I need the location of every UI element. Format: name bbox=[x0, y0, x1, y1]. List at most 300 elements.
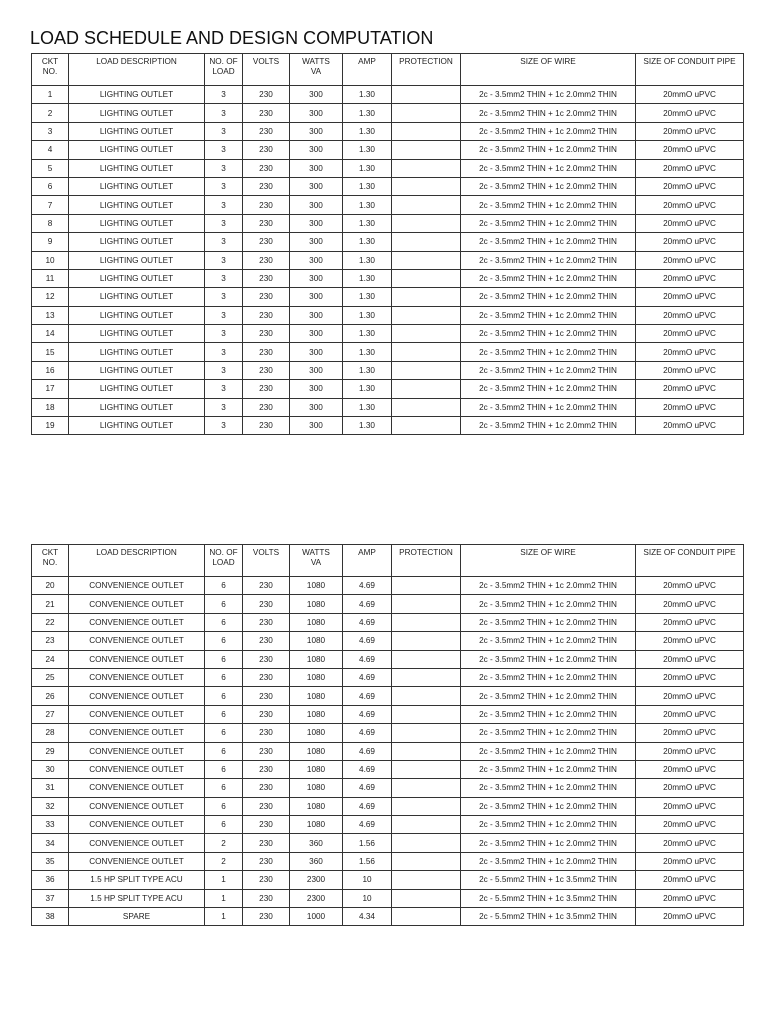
cell-load-description: LIGHTING OUTLET bbox=[69, 122, 205, 140]
cell-no-of-load: 6 bbox=[205, 797, 243, 815]
cell-no-of-load: 3 bbox=[205, 306, 243, 324]
cell-volts: 230 bbox=[243, 104, 290, 122]
cell-size-of-conduit: 20mmO uPVC bbox=[636, 159, 744, 177]
table-row bbox=[32, 613, 744, 631]
header-ckt-no: CKT NO. bbox=[32, 54, 69, 86]
cell-size-of-conduit: 20mmO uPVC bbox=[636, 871, 744, 889]
cell-size-of-wire: 2c - 3.5mm2 THIN + 1c 2.0mm2 THIN bbox=[461, 613, 636, 631]
header-no-of-load: NO. OF LOAD bbox=[205, 545, 243, 577]
cell-no-of-load: 3 bbox=[205, 325, 243, 343]
cell-no-of-load: 6 bbox=[205, 705, 243, 723]
cell-load-description: LIGHTING OUTLET bbox=[69, 343, 205, 361]
cell-size-of-wire: 2c - 3.5mm2 THIN + 1c 2.0mm2 THIN bbox=[461, 852, 636, 870]
table-row bbox=[32, 724, 744, 742]
cell-volts: 230 bbox=[243, 595, 290, 613]
table-row bbox=[32, 325, 744, 343]
cell-watts-va: 1080 bbox=[290, 760, 343, 778]
cell-ckt-no: 21 bbox=[32, 595, 69, 613]
table-row bbox=[32, 306, 744, 324]
cell-amp: 4.69 bbox=[343, 724, 392, 742]
table-row bbox=[32, 361, 744, 379]
cell-volts: 230 bbox=[243, 613, 290, 631]
table-header-row bbox=[32, 54, 744, 86]
cell-protection bbox=[392, 86, 461, 104]
cell-watts-va: 300 bbox=[290, 104, 343, 122]
cell-no-of-load: 3 bbox=[205, 104, 243, 122]
cell-protection bbox=[392, 724, 461, 742]
cell-ckt-no: 36 bbox=[32, 871, 69, 889]
cell-no-of-load: 2 bbox=[205, 852, 243, 870]
cell-amp: 10 bbox=[343, 871, 392, 889]
header-size-of-conduit: SIZE OF CONDUIT PIPE bbox=[636, 545, 744, 577]
cell-no-of-load: 6 bbox=[205, 613, 243, 631]
cell-size-of-conduit: 20mmO uPVC bbox=[636, 889, 744, 907]
table-row bbox=[32, 233, 744, 251]
cell-load-description: CONVENIENCE OUTLET bbox=[69, 613, 205, 631]
cell-no-of-load: 6 bbox=[205, 577, 243, 595]
cell-volts: 230 bbox=[243, 122, 290, 140]
cell-load-description: LIGHTING OUTLET bbox=[69, 196, 205, 214]
cell-amp: 4.69 bbox=[343, 705, 392, 723]
cell-protection bbox=[392, 797, 461, 815]
cell-protection bbox=[392, 852, 461, 870]
cell-amp: 1.30 bbox=[343, 159, 392, 177]
cell-amp: 1.30 bbox=[343, 380, 392, 398]
cell-watts-va: 300 bbox=[290, 159, 343, 177]
cell-volts: 230 bbox=[243, 196, 290, 214]
cell-size-of-conduit: 20mmO uPVC bbox=[636, 908, 744, 926]
cell-no-of-load: 1 bbox=[205, 908, 243, 926]
cell-ckt-no: 34 bbox=[32, 834, 69, 852]
cell-amp: 1.30 bbox=[343, 141, 392, 159]
cell-watts-va: 1080 bbox=[290, 705, 343, 723]
cell-load-description: 1.5 HP SPLIT TYPE ACU bbox=[69, 889, 205, 907]
cell-protection bbox=[392, 417, 461, 435]
cell-amp: 4.69 bbox=[343, 779, 392, 797]
cell-load-description: LIGHTING OUTLET bbox=[69, 141, 205, 159]
table-row bbox=[32, 760, 744, 778]
cell-size-of-wire: 2c - 3.5mm2 THIN + 1c 2.0mm2 THIN bbox=[461, 595, 636, 613]
cell-volts: 230 bbox=[243, 269, 290, 287]
cell-protection bbox=[392, 595, 461, 613]
cell-watts-va: 2300 bbox=[290, 889, 343, 907]
cell-size-of-wire: 2c - 3.5mm2 THIN + 1c 2.0mm2 THIN bbox=[461, 417, 636, 435]
header-size-of-wire: SIZE OF WIRE bbox=[461, 545, 636, 577]
cell-size-of-conduit: 20mmO uPVC bbox=[636, 577, 744, 595]
cell-protection bbox=[392, 233, 461, 251]
cell-protection bbox=[392, 214, 461, 232]
cell-size-of-wire: 2c - 3.5mm2 THIN + 1c 2.0mm2 THIN bbox=[461, 650, 636, 668]
cell-protection bbox=[392, 779, 461, 797]
cell-watts-va: 300 bbox=[290, 306, 343, 324]
cell-amp: 1.30 bbox=[343, 398, 392, 416]
cell-watts-va: 300 bbox=[290, 325, 343, 343]
cell-watts-va: 300 bbox=[290, 398, 343, 416]
cell-size-of-conduit: 20mmO uPVC bbox=[636, 760, 744, 778]
cell-no-of-load: 6 bbox=[205, 779, 243, 797]
cell-amp: 1.30 bbox=[343, 306, 392, 324]
cell-amp: 1.30 bbox=[343, 214, 392, 232]
cell-volts: 230 bbox=[243, 908, 290, 926]
table-row bbox=[32, 834, 744, 852]
cell-load-description: LIGHTING OUTLET bbox=[69, 380, 205, 398]
cell-size-of-wire: 2c - 3.5mm2 THIN + 1c 2.0mm2 THIN bbox=[461, 288, 636, 306]
cell-ckt-no: 35 bbox=[32, 852, 69, 870]
cell-amp: 1.30 bbox=[343, 343, 392, 361]
header-size-of-conduit: SIZE OF CONDUIT PIPE bbox=[636, 54, 744, 86]
cell-no-of-load: 3 bbox=[205, 361, 243, 379]
cell-size-of-conduit: 20mmO uPVC bbox=[636, 834, 744, 852]
cell-no-of-load: 6 bbox=[205, 650, 243, 668]
header-watts-va: WATTS VA bbox=[290, 545, 343, 577]
cell-amp: 4.69 bbox=[343, 742, 392, 760]
cell-size-of-conduit: 20mmO uPVC bbox=[636, 177, 744, 195]
header-volts: VOLTS bbox=[243, 545, 290, 577]
cell-ckt-no: 22 bbox=[32, 613, 69, 631]
cell-no-of-load: 3 bbox=[205, 122, 243, 140]
cell-amp: 1.30 bbox=[343, 288, 392, 306]
cell-load-description: LIGHTING OUTLET bbox=[69, 361, 205, 379]
cell-ckt-no: 10 bbox=[32, 251, 69, 269]
cell-ckt-no: 31 bbox=[32, 779, 69, 797]
page-title: LOAD SCHEDULE AND DESIGN COMPUTATION bbox=[30, 28, 434, 48]
cell-no-of-load: 3 bbox=[205, 86, 243, 104]
cell-volts: 230 bbox=[243, 816, 290, 834]
cell-protection bbox=[392, 816, 461, 834]
cell-ckt-no: 5 bbox=[32, 159, 69, 177]
cell-no-of-load: 6 bbox=[205, 632, 243, 650]
cell-size-of-conduit: 20mmO uPVC bbox=[636, 668, 744, 686]
table-row bbox=[32, 177, 744, 195]
cell-load-description: CONVENIENCE OUTLET bbox=[69, 705, 205, 723]
cell-protection bbox=[392, 251, 461, 269]
cell-size-of-conduit: 20mmO uPVC bbox=[636, 742, 744, 760]
cell-size-of-wire: 2c - 3.5mm2 THIN + 1c 2.0mm2 THIN bbox=[461, 760, 636, 778]
cell-load-description: LIGHTING OUTLET bbox=[69, 214, 205, 232]
table-row bbox=[32, 871, 744, 889]
cell-no-of-load: 1 bbox=[205, 889, 243, 907]
cell-watts-va: 1000 bbox=[290, 908, 343, 926]
cell-size-of-wire: 2c - 3.5mm2 THIN + 1c 2.0mm2 THIN bbox=[461, 269, 636, 287]
cell-size-of-wire: 2c - 3.5mm2 THIN + 1c 2.0mm2 THIN bbox=[461, 122, 636, 140]
table-row bbox=[32, 141, 744, 159]
table-row bbox=[32, 908, 744, 926]
cell-amp: 4.34 bbox=[343, 908, 392, 926]
cell-load-description: LIGHTING OUTLET bbox=[69, 177, 205, 195]
cell-volts: 230 bbox=[243, 251, 290, 269]
cell-size-of-wire: 2c - 5.5mm2 THIN + 1c 3.5mm2 THIN bbox=[461, 871, 636, 889]
cell-protection bbox=[392, 613, 461, 631]
cell-no-of-load: 6 bbox=[205, 724, 243, 742]
cell-protection bbox=[392, 141, 461, 159]
cell-size-of-wire: 2c - 3.5mm2 THIN + 1c 2.0mm2 THIN bbox=[461, 705, 636, 723]
cell-amp: 4.69 bbox=[343, 595, 392, 613]
cell-load-description: SPARE bbox=[69, 908, 205, 926]
cell-size-of-wire: 2c - 3.5mm2 THIN + 1c 2.0mm2 THIN bbox=[461, 325, 636, 343]
cell-amp: 4.69 bbox=[343, 613, 392, 631]
cell-amp: 4.69 bbox=[343, 816, 392, 834]
cell-watts-va: 1080 bbox=[290, 816, 343, 834]
header-watts-va: WATTS VA bbox=[290, 54, 343, 86]
cell-ckt-no: 14 bbox=[32, 325, 69, 343]
cell-volts: 230 bbox=[243, 687, 290, 705]
table-header-row bbox=[32, 545, 744, 577]
cell-size-of-wire: 2c - 5.5mm2 THIN + 1c 3.5mm2 THIN bbox=[461, 889, 636, 907]
cell-amp: 4.69 bbox=[343, 760, 392, 778]
cell-protection bbox=[392, 343, 461, 361]
cell-protection bbox=[392, 705, 461, 723]
cell-volts: 230 bbox=[243, 86, 290, 104]
cell-watts-va: 1080 bbox=[290, 668, 343, 686]
cell-protection bbox=[392, 760, 461, 778]
cell-size-of-conduit: 20mmO uPVC bbox=[636, 417, 744, 435]
cell-watts-va: 300 bbox=[290, 86, 343, 104]
cell-protection bbox=[392, 361, 461, 379]
cell-size-of-wire: 2c - 3.5mm2 THIN + 1c 2.0mm2 THIN bbox=[461, 159, 636, 177]
cell-size-of-conduit: 20mmO uPVC bbox=[636, 141, 744, 159]
cell-load-description: CONVENIENCE OUTLET bbox=[69, 816, 205, 834]
cell-volts: 230 bbox=[243, 668, 290, 686]
cell-size-of-conduit: 20mmO uPVC bbox=[636, 595, 744, 613]
cell-no-of-load: 6 bbox=[205, 595, 243, 613]
cell-size-of-wire: 2c - 5.5mm2 THIN + 1c 3.5mm2 THIN bbox=[461, 908, 636, 926]
cell-load-description: LIGHTING OUTLET bbox=[69, 269, 205, 287]
cell-no-of-load: 6 bbox=[205, 687, 243, 705]
cell-amp: 10 bbox=[343, 889, 392, 907]
header-ckt-no: CKT NO. bbox=[32, 545, 69, 577]
cell-load-description: LIGHTING OUTLET bbox=[69, 417, 205, 435]
cell-ckt-no: 24 bbox=[32, 650, 69, 668]
cell-amp: 1.30 bbox=[343, 122, 392, 140]
cell-watts-va: 1080 bbox=[290, 595, 343, 613]
cell-amp: 1.56 bbox=[343, 852, 392, 870]
cell-no-of-load: 6 bbox=[205, 816, 243, 834]
header-load-description: LOAD DESCRIPTION bbox=[69, 545, 205, 577]
cell-size-of-wire: 2c - 3.5mm2 THIN + 1c 2.0mm2 THIN bbox=[461, 214, 636, 232]
cell-watts-va: 300 bbox=[290, 214, 343, 232]
cell-load-description: 1.5 HP SPLIT TYPE ACU bbox=[69, 871, 205, 889]
cell-no-of-load: 6 bbox=[205, 760, 243, 778]
header-volts: VOLTS bbox=[243, 54, 290, 86]
cell-load-description: CONVENIENCE OUTLET bbox=[69, 724, 205, 742]
cell-amp: 1.30 bbox=[343, 417, 392, 435]
cell-protection bbox=[392, 306, 461, 324]
cell-load-description: CONVENIENCE OUTLET bbox=[69, 852, 205, 870]
cell-watts-va: 1080 bbox=[290, 687, 343, 705]
cell-watts-va: 300 bbox=[290, 251, 343, 269]
cell-size-of-wire: 2c - 3.5mm2 THIN + 1c 2.0mm2 THIN bbox=[461, 86, 636, 104]
cell-no-of-load: 3 bbox=[205, 214, 243, 232]
cell-ckt-no: 32 bbox=[32, 797, 69, 815]
cell-amp: 4.69 bbox=[343, 687, 392, 705]
cell-size-of-conduit: 20mmO uPVC bbox=[636, 214, 744, 232]
cell-size-of-wire: 2c - 3.5mm2 THIN + 1c 2.0mm2 THIN bbox=[461, 398, 636, 416]
header-size-of-wire: SIZE OF WIRE bbox=[461, 54, 636, 86]
table-row bbox=[32, 159, 744, 177]
cell-load-description: LIGHTING OUTLET bbox=[69, 288, 205, 306]
cell-volts: 230 bbox=[243, 214, 290, 232]
cell-no-of-load: 3 bbox=[205, 288, 243, 306]
cell-size-of-wire: 2c - 3.5mm2 THIN + 1c 2.0mm2 THIN bbox=[461, 724, 636, 742]
cell-watts-va: 1080 bbox=[290, 724, 343, 742]
table-row bbox=[32, 687, 744, 705]
cell-size-of-conduit: 20mmO uPVC bbox=[636, 343, 744, 361]
cell-volts: 230 bbox=[243, 797, 290, 815]
cell-load-description: CONVENIENCE OUTLET bbox=[69, 779, 205, 797]
cell-watts-va: 300 bbox=[290, 122, 343, 140]
cell-size-of-conduit: 20mmO uPVC bbox=[636, 398, 744, 416]
table-row bbox=[32, 595, 744, 613]
cell-watts-va: 360 bbox=[290, 852, 343, 870]
cell-size-of-wire: 2c - 3.5mm2 THIN + 1c 2.0mm2 THIN bbox=[461, 177, 636, 195]
cell-size-of-wire: 2c - 3.5mm2 THIN + 1c 2.0mm2 THIN bbox=[461, 380, 636, 398]
cell-volts: 230 bbox=[243, 852, 290, 870]
cell-volts: 230 bbox=[243, 306, 290, 324]
cell-watts-va: 1080 bbox=[290, 797, 343, 815]
load-schedule-table-convenience bbox=[31, 544, 744, 926]
cell-ckt-no: 33 bbox=[32, 816, 69, 834]
cell-size-of-conduit: 20mmO uPVC bbox=[636, 306, 744, 324]
table-row bbox=[32, 86, 744, 104]
cell-ckt-no: 28 bbox=[32, 724, 69, 742]
cell-load-description: LIGHTING OUTLET bbox=[69, 104, 205, 122]
cell-protection bbox=[392, 889, 461, 907]
cell-protection bbox=[392, 834, 461, 852]
load-schedule-table-lighting bbox=[31, 53, 744, 435]
cell-no-of-load: 3 bbox=[205, 196, 243, 214]
cell-watts-va: 300 bbox=[290, 343, 343, 361]
table-row bbox=[32, 742, 744, 760]
table-row bbox=[32, 343, 744, 361]
cell-volts: 230 bbox=[243, 159, 290, 177]
cell-load-description: LIGHTING OUTLET bbox=[69, 233, 205, 251]
table-row bbox=[32, 650, 744, 668]
cell-volts: 230 bbox=[243, 724, 290, 742]
cell-ckt-no: 37 bbox=[32, 889, 69, 907]
table-row bbox=[32, 779, 744, 797]
cell-watts-va: 300 bbox=[290, 417, 343, 435]
cell-load-description: LIGHTING OUTLET bbox=[69, 398, 205, 416]
cell-protection bbox=[392, 159, 461, 177]
cell-load-description: LIGHTING OUTLET bbox=[69, 306, 205, 324]
cell-watts-va: 1080 bbox=[290, 742, 343, 760]
cell-ckt-no: 12 bbox=[32, 288, 69, 306]
cell-amp: 1.30 bbox=[343, 196, 392, 214]
cell-volts: 230 bbox=[243, 325, 290, 343]
cell-amp: 4.69 bbox=[343, 577, 392, 595]
cell-amp: 1.56 bbox=[343, 834, 392, 852]
cell-ckt-no: 7 bbox=[32, 196, 69, 214]
cell-protection bbox=[392, 687, 461, 705]
cell-watts-va: 300 bbox=[290, 141, 343, 159]
cell-amp: 4.69 bbox=[343, 632, 392, 650]
header-protection: PROTECTION bbox=[392, 545, 461, 577]
cell-ckt-no: 29 bbox=[32, 742, 69, 760]
cell-watts-va: 1080 bbox=[290, 632, 343, 650]
table-row bbox=[32, 104, 744, 122]
cell-size-of-wire: 2c - 3.5mm2 THIN + 1c 2.0mm2 THIN bbox=[461, 779, 636, 797]
cell-protection bbox=[392, 288, 461, 306]
table-row bbox=[32, 122, 744, 140]
cell-size-of-conduit: 20mmO uPVC bbox=[636, 196, 744, 214]
cell-amp: 4.69 bbox=[343, 650, 392, 668]
cell-volts: 230 bbox=[243, 361, 290, 379]
cell-amp: 1.30 bbox=[343, 233, 392, 251]
cell-load-description: CONVENIENCE OUTLET bbox=[69, 687, 205, 705]
cell-size-of-conduit: 20mmO uPVC bbox=[636, 650, 744, 668]
cell-ckt-no: 15 bbox=[32, 343, 69, 361]
header-no-of-load: NO. OF LOAD bbox=[205, 54, 243, 86]
header-protection: PROTECTION bbox=[392, 54, 461, 86]
cell-size-of-conduit: 20mmO uPVC bbox=[636, 779, 744, 797]
cell-size-of-conduit: 20mmO uPVC bbox=[636, 705, 744, 723]
cell-size-of-conduit: 20mmO uPVC bbox=[636, 288, 744, 306]
cell-size-of-conduit: 20mmO uPVC bbox=[636, 724, 744, 742]
cell-load-description: LIGHTING OUTLET bbox=[69, 86, 205, 104]
cell-volts: 230 bbox=[243, 141, 290, 159]
cell-size-of-wire: 2c - 3.5mm2 THIN + 1c 2.0mm2 THIN bbox=[461, 306, 636, 324]
cell-ckt-no: 17 bbox=[32, 380, 69, 398]
cell-size-of-conduit: 20mmO uPVC bbox=[636, 380, 744, 398]
table-row bbox=[32, 380, 744, 398]
cell-ckt-no: 27 bbox=[32, 705, 69, 723]
cell-size-of-wire: 2c - 3.5mm2 THIN + 1c 2.0mm2 THIN bbox=[461, 816, 636, 834]
cell-ckt-no: 8 bbox=[32, 214, 69, 232]
cell-no-of-load: 2 bbox=[205, 834, 243, 852]
cell-load-description: CONVENIENCE OUTLET bbox=[69, 650, 205, 668]
table-row bbox=[32, 797, 744, 815]
cell-load-description: CONVENIENCE OUTLET bbox=[69, 595, 205, 613]
cell-protection bbox=[392, 104, 461, 122]
cell-load-description: LIGHTING OUTLET bbox=[69, 159, 205, 177]
cell-protection bbox=[392, 325, 461, 343]
cell-volts: 230 bbox=[243, 760, 290, 778]
table-row bbox=[32, 577, 744, 595]
cell-size-of-conduit: 20mmO uPVC bbox=[636, 104, 744, 122]
table-row bbox=[32, 269, 744, 287]
cell-watts-va: 300 bbox=[290, 196, 343, 214]
cell-size-of-wire: 2c - 3.5mm2 THIN + 1c 2.0mm2 THIN bbox=[461, 632, 636, 650]
cell-size-of-conduit: 20mmO uPVC bbox=[636, 86, 744, 104]
cell-ckt-no: 3 bbox=[32, 122, 69, 140]
cell-volts: 230 bbox=[243, 577, 290, 595]
cell-no-of-load: 3 bbox=[205, 141, 243, 159]
cell-amp: 1.30 bbox=[343, 325, 392, 343]
cell-size-of-wire: 2c - 3.5mm2 THIN + 1c 2.0mm2 THIN bbox=[461, 196, 636, 214]
cell-no-of-load: 3 bbox=[205, 380, 243, 398]
table-row bbox=[32, 398, 744, 416]
cell-volts: 230 bbox=[243, 398, 290, 416]
cell-volts: 230 bbox=[243, 380, 290, 398]
cell-no-of-load: 1 bbox=[205, 871, 243, 889]
cell-watts-va: 300 bbox=[290, 177, 343, 195]
cell-protection bbox=[392, 668, 461, 686]
cell-amp: 1.30 bbox=[343, 177, 392, 195]
cell-no-of-load: 3 bbox=[205, 343, 243, 361]
cell-volts: 230 bbox=[243, 705, 290, 723]
cell-amp: 1.30 bbox=[343, 104, 392, 122]
cell-volts: 230 bbox=[243, 889, 290, 907]
cell-protection bbox=[392, 742, 461, 760]
cell-volts: 230 bbox=[243, 288, 290, 306]
cell-size-of-conduit: 20mmO uPVC bbox=[636, 797, 744, 815]
cell-ckt-no: 19 bbox=[32, 417, 69, 435]
cell-size-of-wire: 2c - 3.5mm2 THIN + 1c 2.0mm2 THIN bbox=[461, 343, 636, 361]
cell-protection bbox=[392, 398, 461, 416]
cell-protection bbox=[392, 122, 461, 140]
cell-size-of-wire: 2c - 3.5mm2 THIN + 1c 2.0mm2 THIN bbox=[461, 141, 636, 159]
cell-protection bbox=[392, 177, 461, 195]
